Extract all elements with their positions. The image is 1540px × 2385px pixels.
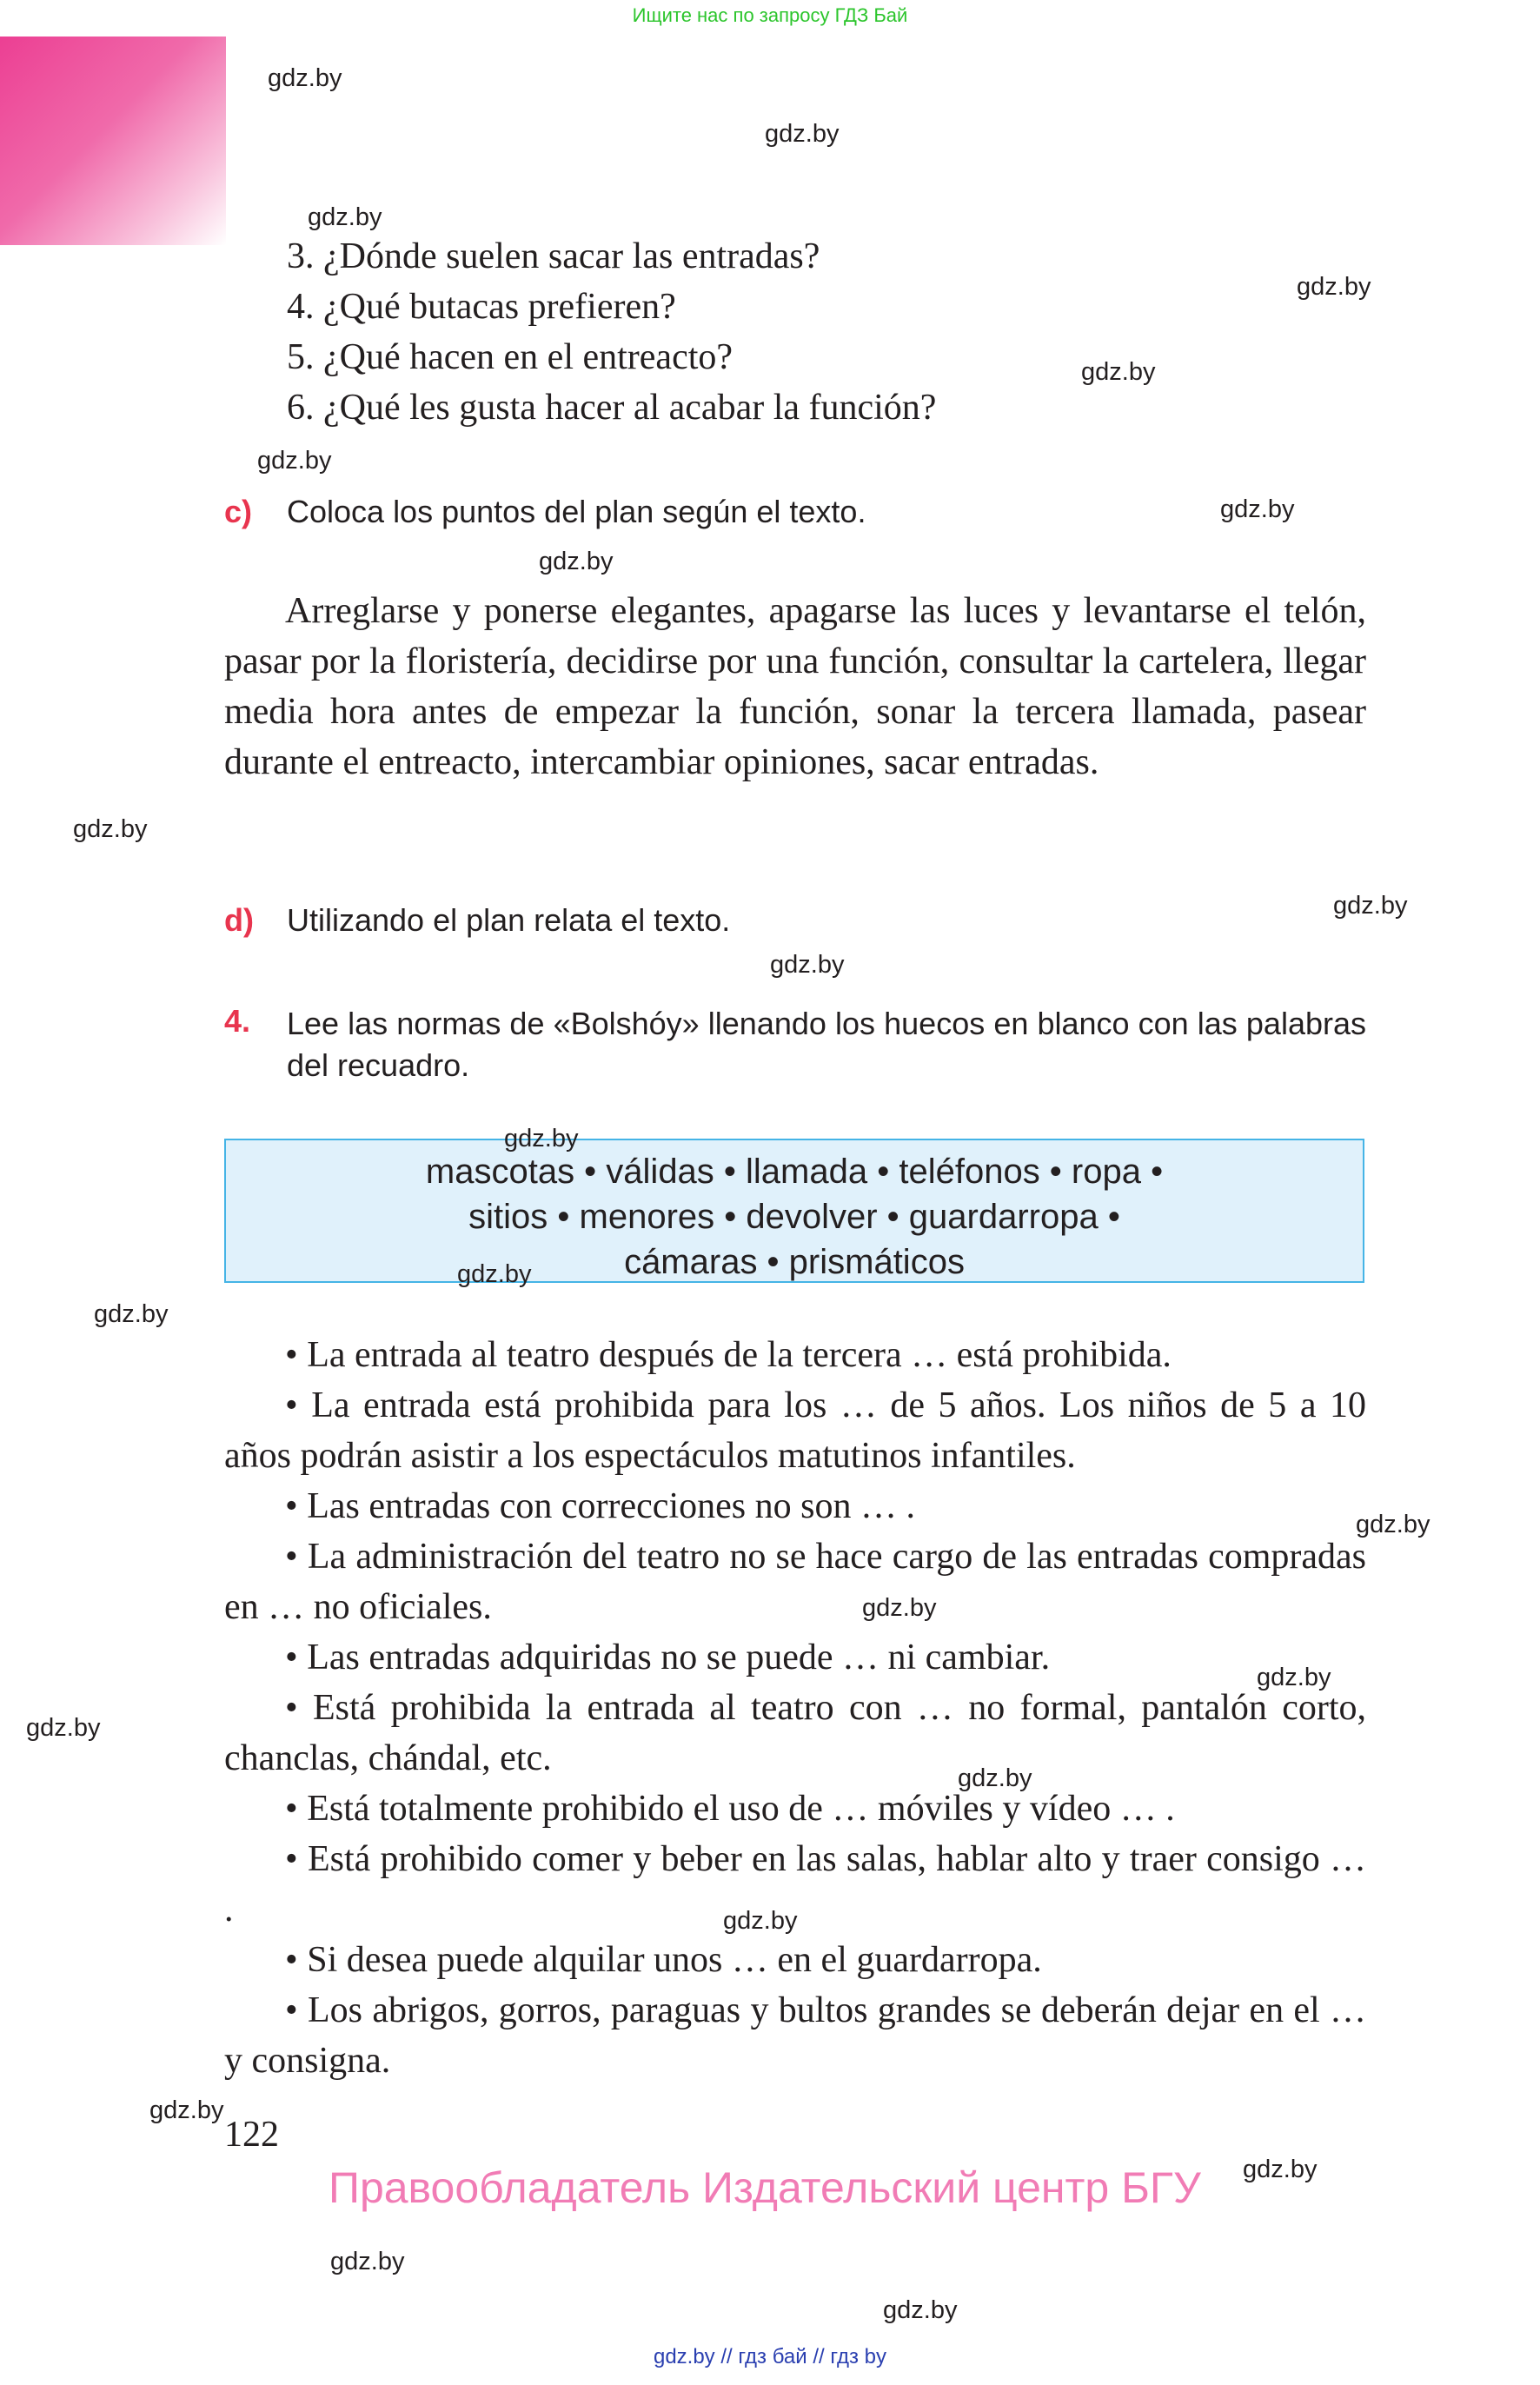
task-d-text: Utilizando el plan relata el texto. <box>287 902 731 938</box>
watermark: gdz.by <box>1333 892 1408 920</box>
watermark: gdz.by <box>765 120 840 148</box>
rule-item: • Las entradas adquiridas no se puede … ni cambiar. <box>285 1638 1051 1677</box>
plan-paragraph: Arreglarse y ponerse elegantes, apagarse las luces y levantarse el telón, pasar por la floristería, decidirse por una función, consultar la cartelera, llegar media hora antes de empezar la función, sonar la tercera llamada, pasear durante el entreacto, intercambiar opiniones, sacar entradas. <box>224 591 1366 782</box>
watermark: gdz.by <box>268 64 342 92</box>
watermark: gdz.by <box>1257 1664 1331 1691</box>
footer-links[interactable]: gdz.by // гдз бай // гдз by <box>653 2345 887 2368</box>
watermark: gdz.by <box>539 548 614 575</box>
rule-item: • Está prohibido comer y beber en las salas, hablar alto y traer consigo … . <box>224 1839 1366 1930</box>
watermark: gdz.by <box>1081 358 1156 386</box>
word-box-line: sitios • menores • devolver • guardarropa • <box>468 1198 1120 1236</box>
rule-item: • La administración del teatro no se hace cargo de las entradas compradas en … no oficiales. <box>224 1537 1366 1627</box>
watermark: gdz.by <box>330 2248 405 2275</box>
task-4-text: Lee las normas de «Bolshóy» llenando los huecos en blanco con las palabras del recuadro. <box>287 1006 1366 1083</box>
watermark: gdz.by <box>723 1907 798 1935</box>
rule-item: • La entrada al teatro después de la tercera … está prohibida. <box>285 1335 1172 1375</box>
watermark: gdz.by <box>73 815 148 843</box>
watermark: gdz.by <box>26 1714 101 1742</box>
word-box <box>224 1139 1364 1283</box>
watermark: gdz.by <box>149 2096 224 2124</box>
watermark: gdz.by <box>1220 495 1295 523</box>
rule-item: • Si desea puede alquilar unos … en el guardarropa. <box>285 1940 1042 1980</box>
task-4-number: 4. <box>224 1003 251 1039</box>
copyright-owner: Правообладатель Издательский центр БГУ <box>329 2163 1201 2212</box>
rule-item: • La entrada está prohibida para los … de 5 años. Los niños de 5 a 10 años podrán asistir a los espectáculos matutinos infantiles. <box>224 1385 1366 1476</box>
watermark: gdz.by <box>308 203 382 231</box>
question-item: 6. ¿Qué les gusta hacer al acabar la función? <box>287 388 937 428</box>
top-banner-link[interactable]: Ищите нас по запросу ГДЗ Бай <box>632 4 908 26</box>
watermark: gdz.by <box>504 1125 579 1153</box>
task-c-text: Coloca los puntos del plan según el texto. <box>287 494 866 529</box>
rule-item: • Está totalmente prohibido el uso de … móviles y vídeo … . <box>285 1789 1175 1829</box>
watermark: gdz.by <box>1243 2156 1318 2183</box>
word-box-line: cámaras • prismáticos <box>624 1243 965 1281</box>
rule-item: • Los abrigos, gorros, paraguas y bultos grandes se deberán dejar en el … y consigna. <box>224 1990 1366 2081</box>
task-c-letter: c) <box>224 494 253 529</box>
watermark: gdz.by <box>770 951 845 979</box>
watermark: gdz.by <box>1356 1511 1430 1538</box>
rule-item: • Las entradas con correcciones no son … . <box>285 1486 915 1526</box>
rule-item: • Está prohibida la entrada al teatro con … no formal, pantalón corto, chanclas, chándal, etc. <box>224 1688 1366 1778</box>
rules-list <box>224 1330 1366 2086</box>
task-d-letter: d) <box>224 902 254 938</box>
watermark: gdz.by <box>862 1594 937 1622</box>
watermark: gdz.by <box>883 2296 958 2324</box>
word-box-line: mascotas • válidas • llamada • teléfonos • ropa • <box>425 1153 1164 1191</box>
question-item: 5. ¿Qué hacen en el entreacto? <box>287 337 733 377</box>
watermark: gdz.by <box>958 1764 1032 1792</box>
question-item: 4. ¿Qué butacas prefieren? <box>287 287 676 327</box>
question-item: 3. ¿Dónde suelen sacar las entradas? <box>287 236 820 276</box>
watermark: gdz.by <box>1297 273 1371 301</box>
watermark: gdz.by <box>94 1300 169 1328</box>
watermark: gdz.by <box>257 447 332 475</box>
watermark: gdz.by <box>457 1260 532 1288</box>
corner-decoration <box>0 37 226 245</box>
page-number: 122 <box>224 2115 279 2155</box>
